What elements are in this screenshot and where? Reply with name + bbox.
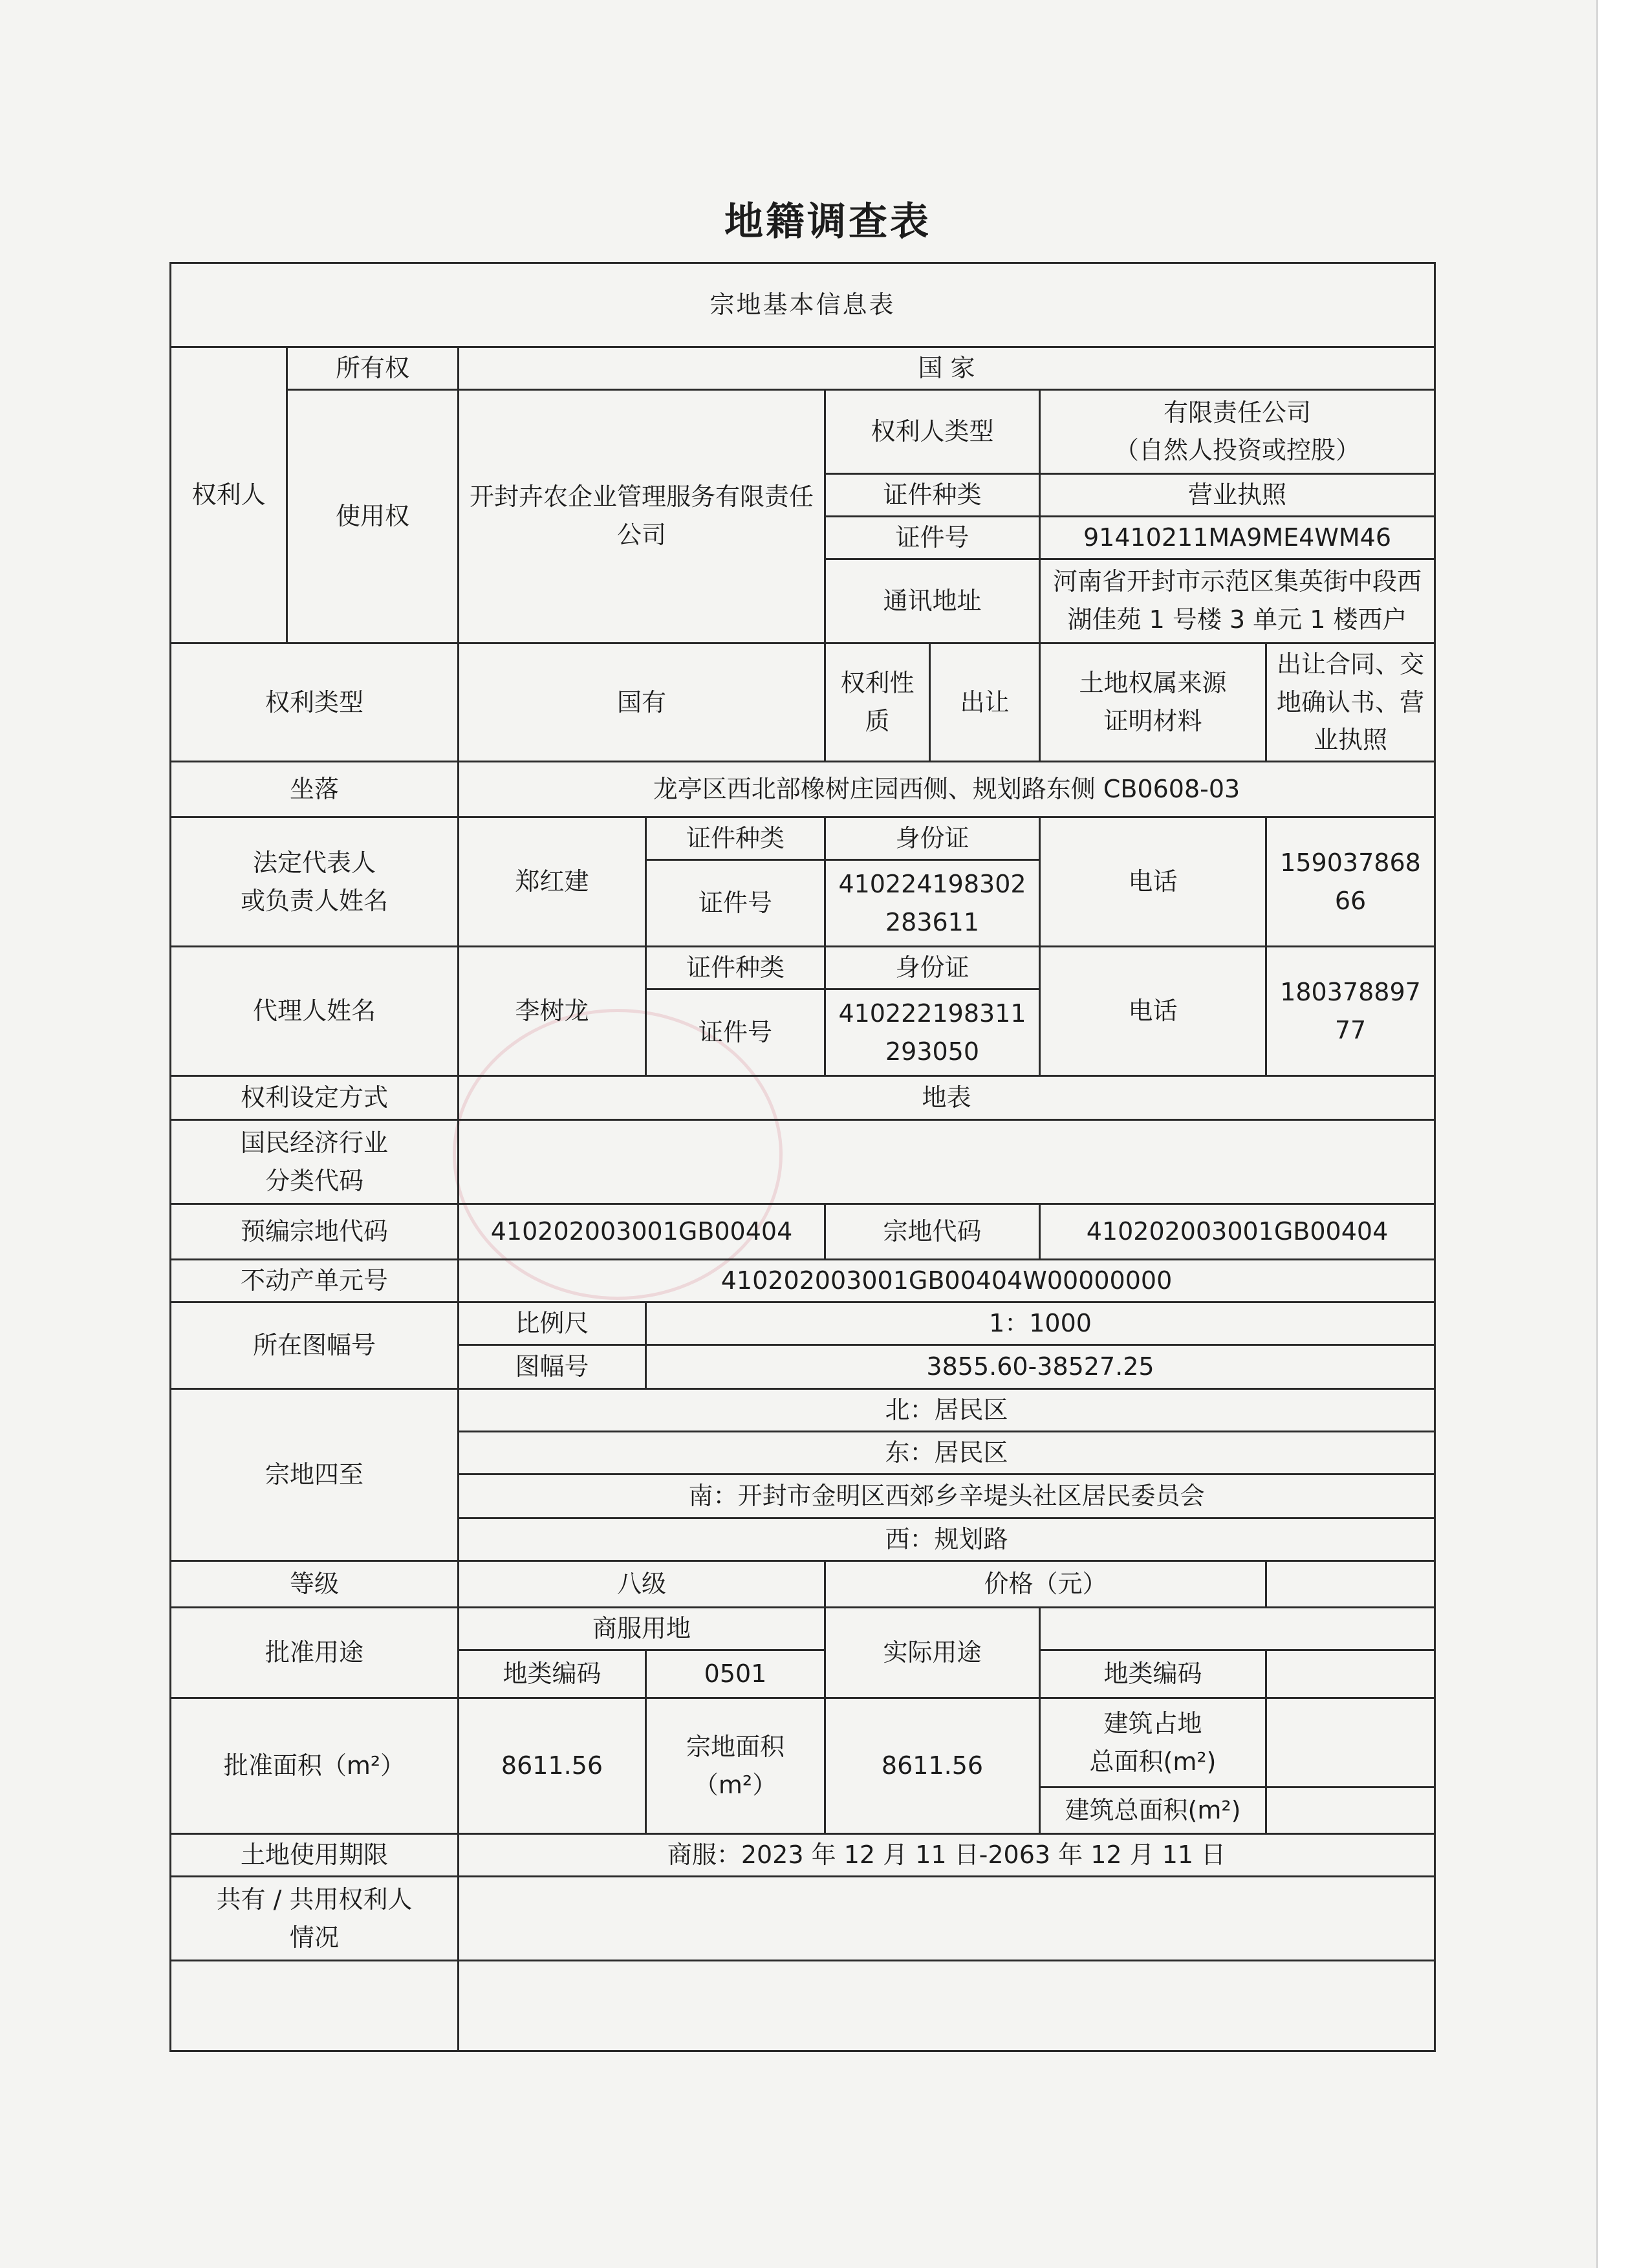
agent-label: 代理人姓名 <box>171 947 459 1076</box>
section-title: 宗地基本信息表 <box>171 263 1435 347</box>
right-type-value: 国有 <box>459 643 825 762</box>
legal-rep-cert-no-value: 410224198302283611 <box>825 860 1040 947</box>
approved-land-code-value: 0501 <box>646 1650 825 1698</box>
realty-unit-label: 不动产单元号 <box>171 1260 459 1302</box>
parcel-area-value: 8611.56 <box>825 1698 1040 1834</box>
pre-parcel-code-label: 预编宗地代码 <box>171 1204 459 1260</box>
building-total-area-value <box>1266 1787 1435 1834</box>
industry-code-value <box>459 1120 1435 1204</box>
ownership-label: 所有权 <box>287 347 459 390</box>
legal-rep-cert-type-label: 证件种类 <box>646 817 825 860</box>
holder-cert-no-value: 91410211MA9ME4WM46 <box>1040 516 1435 559</box>
grade-value: 八级 <box>459 1561 825 1608</box>
agent-name: 李树龙 <box>459 947 646 1076</box>
parcel-info-table <box>169 262 1436 2052</box>
parcel-code-value: 410202003001GB00404 <box>1040 1204 1435 1260</box>
sheet-no-value: 3855.60-38527.25 <box>646 1345 1435 1389</box>
holder-type-value: 有限责任公司 （自然人投资或控股） <box>1040 389 1435 473</box>
parcel-code-label: 宗地代码 <box>825 1204 1040 1260</box>
holder-type-label: 权利人类型 <box>825 389 1040 473</box>
agent-cert-no-label: 证件号 <box>646 989 825 1076</box>
holder-cert-no-label: 证件号 <box>825 516 1040 559</box>
scale-label: 比例尺 <box>459 1302 646 1345</box>
ownership-value: 国 家 <box>459 347 1435 390</box>
agent-cert-type-value: 身份证 <box>825 947 1040 989</box>
co-owner-value <box>459 1877 1435 1961</box>
parcel-area-label: 宗地面积 （m²） <box>646 1698 825 1834</box>
approved-area-value: 8611.56 <box>459 1698 646 1834</box>
paper-edge <box>1596 0 1635 2268</box>
agent-phone-label: 电话 <box>1040 947 1266 1076</box>
land-use-term-label: 土地使用期限 <box>171 1834 459 1877</box>
approved-use-label: 批准用途 <box>171 1608 459 1698</box>
holder-cert-type-label: 证件种类 <box>825 473 1040 516</box>
industry-code-label: 国民经济行业 分类代码 <box>171 1120 459 1204</box>
grade-label: 等级 <box>171 1561 459 1608</box>
boundary-east: 东：居民区 <box>459 1432 1435 1474</box>
land-use-term-value: 商服：2023 年 12 月 11 日-2063 年 12 月 11 日 <box>459 1834 1435 1877</box>
location-label: 坐落 <box>171 762 459 817</box>
agent-cert-type-label: 证件种类 <box>646 947 825 989</box>
boundaries-label: 宗地四至 <box>171 1389 459 1561</box>
building-footprint-value <box>1266 1698 1435 1787</box>
building-total-area-label: 建筑总面积(m²) <box>1040 1787 1266 1834</box>
realty-unit-value: 410202003001GB00404W00000000 <box>459 1260 1435 1302</box>
blank-footer-cell <box>171 1961 459 2051</box>
holder-address-value: 河南省开封市示范区集英街中段西湖佳苑 1 号楼 3 单元 1 楼西户 <box>1040 559 1435 643</box>
rights-holder-label: 权利人 <box>171 347 287 643</box>
price-value <box>1266 1561 1435 1608</box>
legal-rep-name: 郑红建 <box>459 817 646 947</box>
actual-use-label: 实际用途 <box>825 1608 1040 1698</box>
setting-method-value: 地表 <box>459 1076 1435 1120</box>
actual-use-value <box>1040 1608 1435 1650</box>
holder-address-label: 通讯地址 <box>825 559 1040 643</box>
boundary-north: 北：居民区 <box>459 1389 1435 1432</box>
boundary-south: 南：开封市金明区西郊乡辛堤头社区居民委员会 <box>459 1474 1435 1518</box>
scale-value: 1：1000 <box>646 1302 1435 1345</box>
rights-holder-name: 开封卉农企业管理服务有限责任公司 <box>459 389 825 643</box>
building-footprint-label: 建筑占地 总面积(m²) <box>1040 1698 1266 1787</box>
right-nature-value: 出让 <box>930 643 1040 762</box>
holder-cert-type-value: 营业执照 <box>1040 473 1435 516</box>
legal-rep-phone-value: 15903786866 <box>1266 817 1435 947</box>
boundary-west: 西：规划路 <box>459 1518 1435 1561</box>
actual-land-code-label: 地类编码 <box>1040 1650 1266 1698</box>
legal-rep-phone-label: 电话 <box>1040 817 1266 947</box>
location-value: 龙亭区西北部橡树庄园西侧、规划路东侧 CB0608-03 <box>459 762 1435 817</box>
price-label: 价格（元） <box>825 1561 1266 1608</box>
sheet-no-label: 图幅号 <box>459 1345 646 1389</box>
legal-rep-cert-no-label: 证件号 <box>646 860 825 947</box>
approved-land-code-label: 地类编码 <box>459 1650 646 1698</box>
use-right-label: 使用权 <box>287 389 459 643</box>
right-type-label: 权利类型 <box>171 643 459 762</box>
legal-rep-label: 法定代表人 或负责人姓名 <box>171 817 459 947</box>
footer-value <box>459 1961 1435 2051</box>
document-title: 地籍调查表 <box>724 199 931 244</box>
legal-rep-cert-type-value: 身份证 <box>825 817 1040 860</box>
map-sheet-label: 所在图幅号 <box>171 1302 459 1389</box>
approved-use-value: 商服用地 <box>459 1608 825 1650</box>
actual-land-code-value <box>1266 1650 1435 1698</box>
setting-method-label: 权利设定方式 <box>171 1076 459 1120</box>
pre-parcel-code-value: 410202003001GB00404 <box>459 1204 825 1260</box>
approved-area-label: 批准面积（m²） <box>171 1698 459 1834</box>
title-source-value: 出让合同、交地确认书、营业执照 <box>1266 643 1435 762</box>
co-owner-label: 共有 / 共用权利人 情况 <box>171 1877 459 1961</box>
agent-cert-no-value: 410222198311293050 <box>825 989 1040 1076</box>
right-nature-label: 权利性质 <box>825 643 930 762</box>
agent-phone-value: 18037889777 <box>1266 947 1435 1076</box>
title-source-label: 土地权属来源 证明材料 <box>1040 643 1266 762</box>
